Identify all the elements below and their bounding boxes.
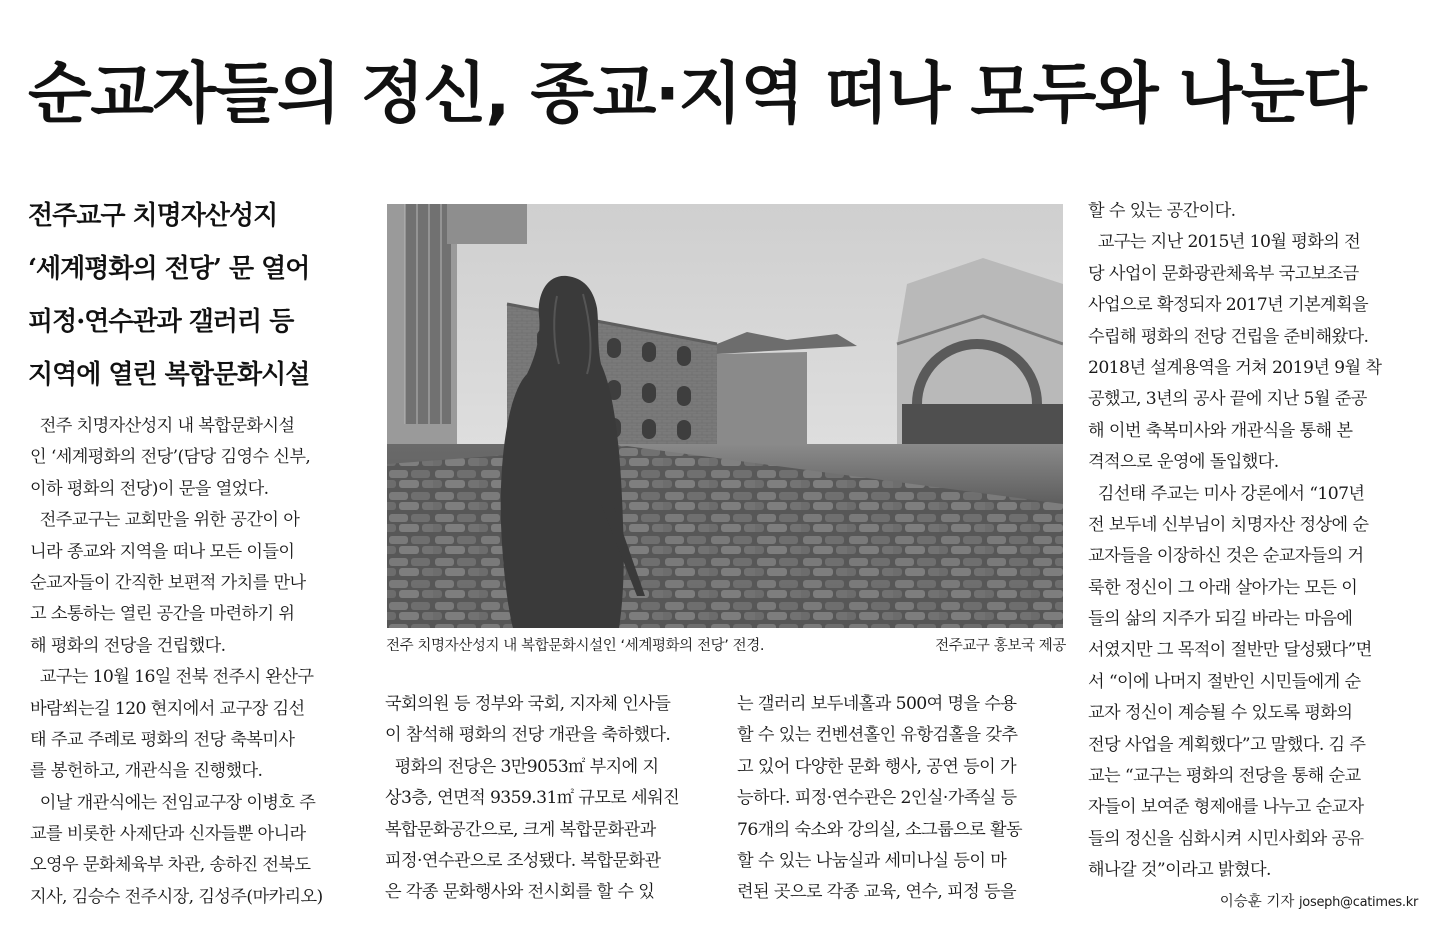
article-line: 이 참석해 평화의 전당 개관을 축하했다. <box>385 725 671 746</box>
article-line: 교자들을 이장하신 것은 순교자들의 거 <box>1088 546 1364 567</box>
article-line: 이날 개관식에는 전임교구장 이병호 주 <box>30 792 316 813</box>
subhead-4: 지역에 열린 복합문화시설 <box>28 360 310 390</box>
article-line: 련된 곳으로 각종 교육, 연수, 피정 등을 <box>737 882 1016 903</box>
article-line: 상3층, 연면적 9359.31㎡ 규모로 세워진 <box>385 788 680 809</box>
article-line: 할 수 있는 컨벤션홀인 유항검홀을 갖추 <box>737 725 1018 746</box>
article-line: 할 수 있는 공간이다. <box>1088 201 1236 221</box>
article-line: 지사, 김승수 전주시장, 김성주(마카리오) <box>30 886 323 907</box>
article-line: 평화의 전당은 3만9053㎡ 부지에 지 <box>385 756 659 777</box>
article-line: 서 “이에 나머지 절반인 시민들에게 순 <box>1088 671 1361 692</box>
article-line: 순교자들이 간직한 보편적 가치를 만나 <box>30 572 306 593</box>
subhead-1: 전주교구 치명자산성지 <box>28 201 278 231</box>
byline <box>1210 890 1418 911</box>
article-line: 수립해 평화의 전당 건립을 준비해왔다. <box>1088 326 1369 347</box>
article-line: 들의 삶의 지주가 되길 바라는 마음에 <box>1088 609 1353 630</box>
article-line: 전 보두네 신부님이 치명자산 정상에 순 <box>1088 514 1369 535</box>
article-line: 국회의원 등 정부와 국회, 지자체 인사들 <box>385 694 671 714</box>
article-line: 해 평화의 전당을 건립했다. <box>30 635 226 656</box>
article-line: 룩한 정신이 그 아래 살아가는 모든 이 <box>1088 577 1358 598</box>
article-line: 교를 비롯한 사제단과 신자들뿐 아니라 <box>30 824 306 845</box>
article-photo <box>387 204 1063 628</box>
article-line: 격적으로 운영에 돌입했다. <box>1088 452 1279 473</box>
article-line: 는 갤러리 보두네홀과 500여 명을 수용 <box>737 694 1017 714</box>
article-line: 전주 치명자산성지 내 복합문화시설 <box>30 416 295 436</box>
photo-caption: 전주 치명자산성지 내 복합문화시설인 ‘세계평화의 전당’ 전경. <box>386 638 765 654</box>
article-line: 김선태 주교는 미사 강론에서 “107년 <box>1088 483 1365 504</box>
byline-reporter: 이승훈 기자 <box>1219 894 1295 910</box>
article-line: 교구는 10월 16일 전북 전주시 완산구 <box>30 667 314 688</box>
subhead-2: ‘세계평화의 전당’ 문 열어 <box>28 254 310 284</box>
article-line: 고 소통하는 열린 공간을 마련하기 위 <box>30 604 295 625</box>
article-line: 교자 정신이 계승될 수 있도록 평화의 <box>1088 703 1353 724</box>
article-line: 당 사업이 문화광관체육부 국고보조금 <box>1088 263 1359 284</box>
article-line: 2018년 설계용역을 거쳐 2019년 9월 착 <box>1088 357 1382 378</box>
article-column-1 <box>30 411 360 913</box>
article-line: 를 봉헌하고, 개관식을 진행했다. <box>30 761 263 782</box>
article-line: 은 각종 문화행사와 전시회를 할 수 있 <box>385 882 655 903</box>
article-line: 교구는 지난 2015년 10월 평화의 전 <box>1088 232 1361 253</box>
article-line: 자들이 보여준 형제애를 나누고 순교자 <box>1088 797 1364 818</box>
article-line: 능하다. 피정·연수관은 2인실·가족실 등 <box>737 788 1017 809</box>
photo-credit: 전주교구 홍보국 제공 <box>935 638 1066 654</box>
article-line: 서였지만 그 목적이 절반만 달성됐다”면 <box>1088 640 1372 661</box>
article-line: 니라 종교와 지역을 떠나 모든 이들이 <box>30 541 295 562</box>
article-line: 해나갈 것”이라고 밝혔다. <box>1088 860 1271 881</box>
article-column-2 <box>385 689 707 909</box>
article-line: 사업으로 확정되자 2017년 기본계획을 <box>1088 295 1368 316</box>
article-line: 태 주교 주례로 평화의 전당 축복미사 <box>30 729 295 750</box>
article-line: 전주교구는 교회만을 위한 공간이 아 <box>30 510 300 531</box>
article-column-3 <box>737 689 1063 909</box>
article-line: 공했고, 3년의 공사 끝에 지난 5월 준공 <box>1088 389 1367 410</box>
article-column-4 <box>1088 196 1418 887</box>
article-line: 들의 정신을 심화시켜 시민사회와 공유 <box>1088 828 1364 849</box>
subheads <box>28 190 358 402</box>
article-line: 오영우 문화체육부 차관, 송하진 전북도 <box>30 855 311 876</box>
byline-email: joseph@catimes.kr <box>1299 895 1418 910</box>
article-line: 전당 사업을 계획했다”고 말했다. 김 주 <box>1088 734 1366 755</box>
photo-caption-bar <box>386 632 1066 660</box>
article-line: 바람쐬는길 120 현지에서 교구장 김선 <box>30 698 305 719</box>
article-line: 76개의 숙소와 강의실, 소그룹으로 활동 <box>737 819 1023 840</box>
article-line: 해 이번 축복미사와 개관식을 통해 본 <box>1088 420 1353 441</box>
article-line: 할 수 있는 나눔실과 세미나실 등이 마 <box>737 850 1007 871</box>
article-line: 고 있어 다양한 문화 행사, 공연 등이 가 <box>737 756 1016 777</box>
article-line: 피정·연수관으로 조성됐다. 복합문화관 <box>385 850 661 871</box>
subhead-3: 피정·연수관과 갤러리 등 <box>28 307 294 337</box>
article-line: 이하 평화의 전당)이 문을 열었다. <box>30 478 269 499</box>
article-line: 복합문화공간으로, 크게 복합문화관과 <box>385 819 656 840</box>
headline: 순교자들의 정신, 종교·지역 떠나 모두와 나눈다 <box>28 55 1366 132</box>
article-line: 인 ‘세계평화의 전당’(담당 김영수 신부, <box>30 447 311 468</box>
article-line: 교는 “교구는 평화의 전당을 통해 순교 <box>1088 766 1361 787</box>
